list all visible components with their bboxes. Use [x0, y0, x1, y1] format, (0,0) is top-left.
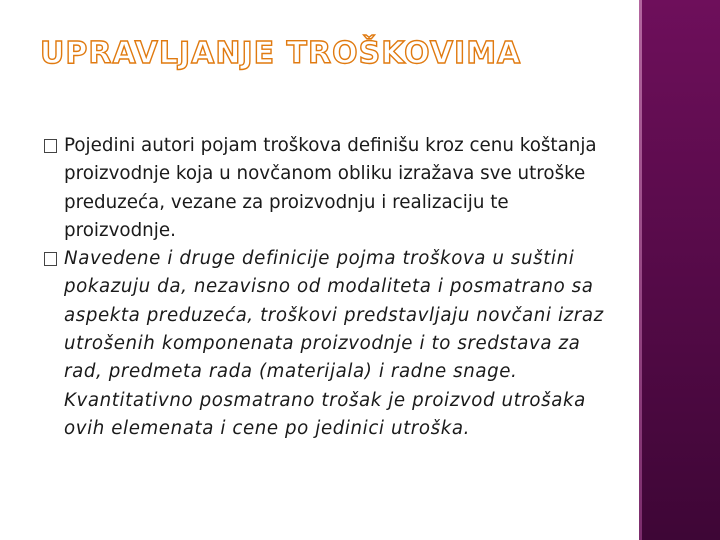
- bullet-box-icon: [44, 252, 57, 266]
- bullet-box-icon: [44, 139, 57, 153]
- bullet-text: Pojedini autori pojam troškova definišu kroz cenu koštanja proizvodnje koja u novčanom obliku izražava sve utroške preduzeća, vezane za proizvodnju i realizaciju te proizvodnje.: [64, 135, 597, 241]
- slide-title: UPRAVLJANJE TROŠKOVIMA: [40, 36, 522, 71]
- bullet-item-1: [44, 132, 614, 245]
- bullet-text: Navedene i druge definicije pojma troškova u suštini pokazuju da, nezavisno od modaliteta i posmatrano sa aspekta preduzeća, troškovi predstavljaju novčani izraz utrošenih komponenata proizvodnje i to sredstava za rad, predmeta rada (materijala) i radne snage. Kvantitativno posmatrano trošak je proizvod utrošaka ovih elemenata i cene po jedinici utroška.: [64, 248, 604, 439]
- bullet-item-2: [44, 245, 614, 443]
- decorative-side-band: [642, 0, 720, 540]
- slide-content: [44, 132, 614, 443]
